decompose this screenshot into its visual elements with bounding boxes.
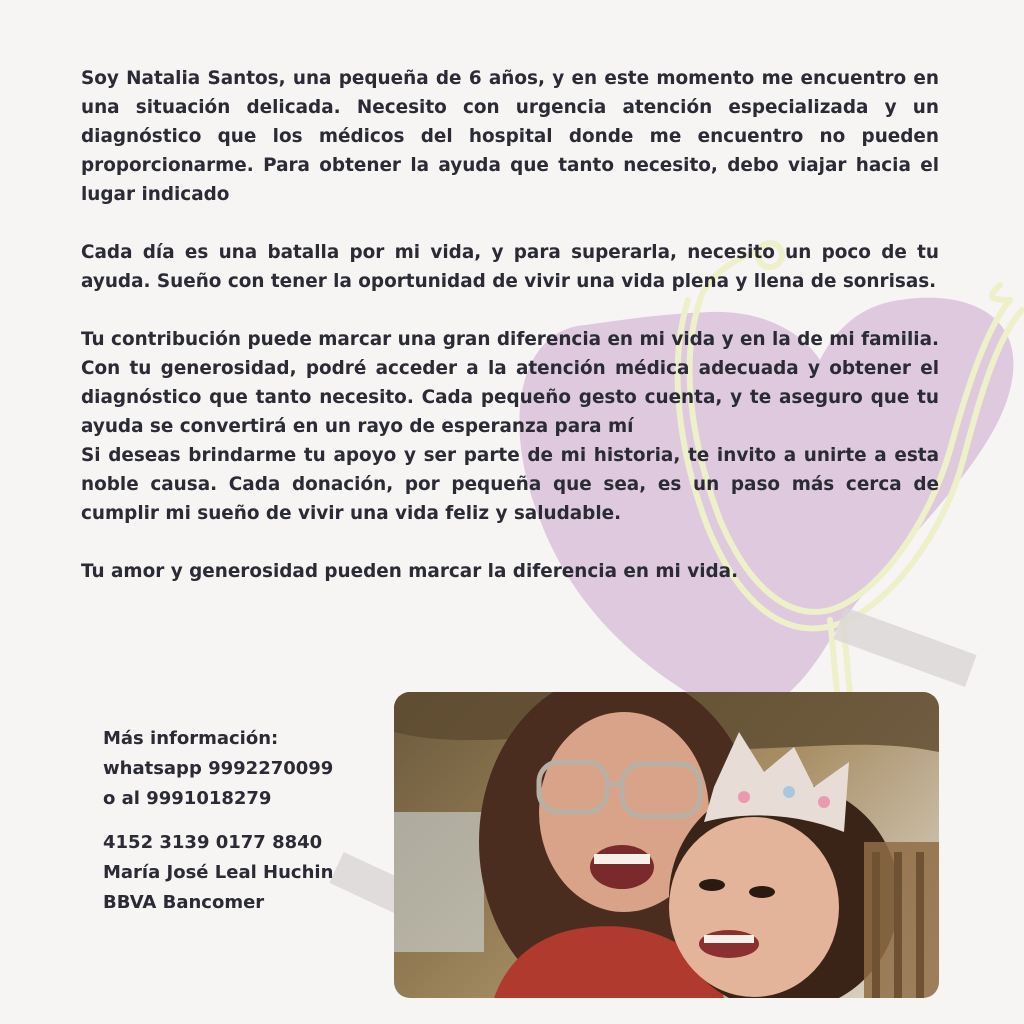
- info-label: Más información:: [103, 728, 279, 749]
- whatsapp-number: whatsapp 9992270099: [103, 758, 334, 779]
- family-photo: [394, 692, 939, 998]
- account-number: 4152 3139 0177 8840: [103, 832, 323, 853]
- message-paragraph: Cada día es una batalla por mi vida, y para superarla, necesito un poco de tu ayuda. Sueño con tener la oportunidad de vivir una vida plena y llena de sonrisas.: [81, 242, 939, 292]
- contact-info: [103, 724, 403, 918]
- message-paragraph: Tu amor y generosidad pueden marcar la diferencia en mi vida.: [81, 561, 739, 582]
- alt-phone-number: o al 9991018279: [103, 788, 272, 809]
- tape-strip: [833, 607, 976, 687]
- account-holder: María José Leal Huchin: [103, 862, 334, 883]
- bank-name: BBVA Bancomer: [103, 892, 265, 913]
- photo-illustration: [394, 692, 939, 998]
- message-body: [81, 64, 939, 586]
- message-paragraph: Tu contribución puede marcar una gran diferencia en mi vida y en la de mi familia. Con tu generosidad, podré acceder a la atención médica adecuada y obtener el diagnóstico que tanto necesito. Cada pequeño gesto cuenta, y te aseguro que tu ayuda se convertirá en un rayo de esperanza para mí: [81, 329, 939, 437]
- message-paragraph: Si deseas brindarme tu apoyo y ser parte de mi historia, te invito a unirte a esta noble causa. Cada donación, por pequeña que sea, es un paso más cerca de cumplir mi sueño de vivir una vida feliz y saludable.: [81, 445, 939, 524]
- message-paragraph: Soy Natalia Santos, una pequeña de 6 años, y en este momento me encuentro en una situación delicada. Necesito con urgencia atención especializada y un diagnóstico que los médicos del hospital donde me encuentro no pueden proporcionarme. Para obtener la ayuda que tanto necesito, debo viajar hacia el lugar indicado: [81, 68, 939, 205]
